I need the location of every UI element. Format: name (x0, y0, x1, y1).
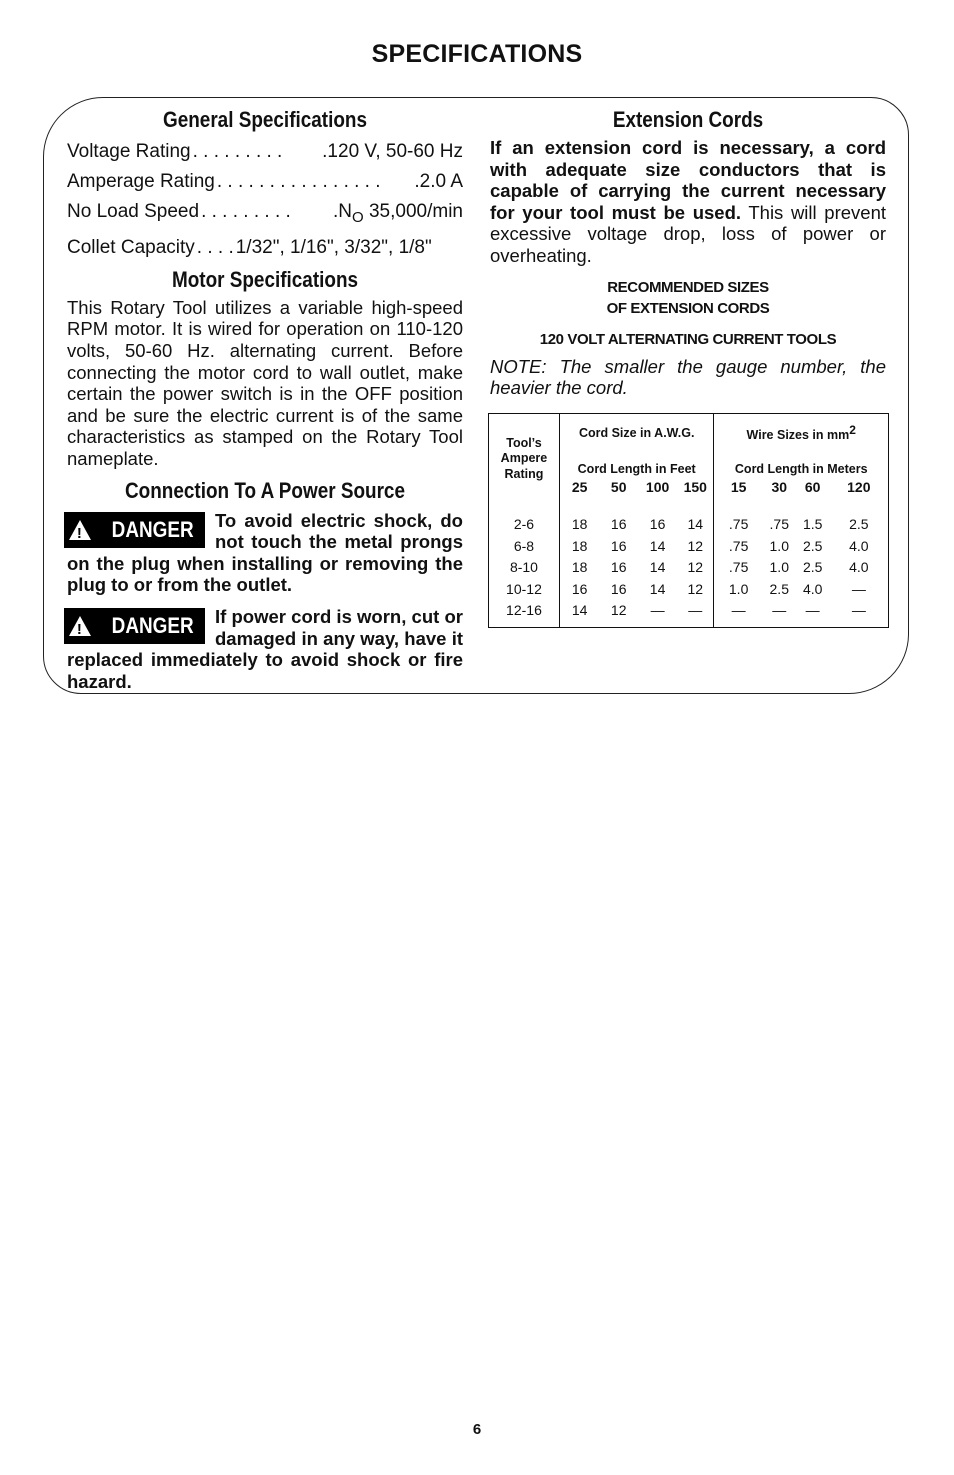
table-row (489, 578, 889, 600)
table-row (489, 535, 889, 557)
awg-cell: — (688, 602, 703, 619)
extension-cord-table (488, 413, 889, 628)
mm-header-text: Wire Sizes in mm (746, 428, 850, 443)
gauge-note: NOTE: The smaller the gauge number, the heavier the cord. (490, 355, 886, 399)
motor-specs-heading: Motor Specifications (171, 266, 359, 292)
spec-value (333, 197, 463, 233)
rating-cell: 6-8 (513, 537, 535, 554)
mm-cell: 1.0 (769, 559, 789, 576)
awg-cell: 16 (610, 559, 627, 576)
mm-length: 120 (847, 478, 871, 495)
mm-cell: .75 (769, 516, 789, 533)
col-header-mm (714, 414, 889, 452)
danger-label: DANGER (111, 613, 194, 639)
mm-cell: 1.5 (802, 516, 823, 533)
rec-line-2: OF EXTENSION CORDS (606, 299, 770, 317)
voltage-subheading: 120 VOLT ALTERNATING CURRENT TOOLS (539, 330, 837, 348)
awg-cell: 16 (610, 516, 627, 533)
mm-length: 60 (804, 478, 821, 495)
spec-dots: . . . . (196, 236, 234, 258)
awg-cell: 12 (687, 580, 704, 597)
awg-cell: 16 (649, 516, 666, 533)
mm-superscript: 2 (849, 423, 856, 438)
awg-length: 50 (610, 478, 627, 495)
mm-cell: 2.5 (802, 537, 823, 554)
col-header-ampere-rating: Tool’s Ampere Rating (500, 435, 548, 481)
mm-length: 15 (714, 476, 763, 498)
mm-cell: 2.5 (769, 580, 789, 597)
rec-line-1: RECOMMENDED SIZES (607, 278, 769, 296)
extension-intro-rest: This will prevent excessive voltage drop, loss of power or overheating. (490, 201, 886, 266)
spec-row-collet (67, 233, 463, 263)
spec-row-voltage (67, 137, 463, 167)
mm-cell: .75 (714, 557, 763, 579)
warning-triangle-icon (69, 520, 91, 540)
extension-cords-heading: Extension Cords (612, 107, 764, 132)
awg-cell: 16 (559, 578, 599, 600)
mm-cell: — (805, 602, 820, 619)
spec-label: No Load Speed (67, 201, 200, 222)
rating-cell: 12-16 (506, 602, 542, 619)
awg-cell: 12 (610, 602, 627, 619)
awg-cell: 12 (687, 559, 704, 576)
danger-label: DANGER (111, 516, 194, 542)
mm-cell: — (714, 600, 763, 622)
awg-length-label: Cord Length in Feet (559, 452, 714, 476)
mm-cell: .75 (714, 514, 763, 536)
awg-cell: 16 (610, 580, 627, 597)
speed-value: 35,000/min (363, 201, 463, 222)
danger-warning-2 (67, 606, 463, 692)
awg-length: 25 (559, 476, 599, 498)
mm-cell: — (851, 602, 866, 619)
mm-cell: 1.0 (769, 537, 789, 554)
extension-intro (490, 137, 886, 267)
mm-cell: 2.5 (802, 559, 823, 576)
mm-cell: — (851, 580, 866, 597)
spec-label: Voltage Rating (67, 141, 191, 162)
danger-badge (64, 608, 205, 644)
table-row (489, 514, 889, 536)
awg-cell: — (650, 602, 665, 619)
mm-cell: — (772, 602, 787, 619)
awg-cell: 14 (649, 559, 666, 576)
awg-cell: 18 (559, 535, 599, 557)
speed-prefix: .N (333, 201, 353, 222)
mm-cell: 4.0 (849, 559, 869, 576)
spec-value: .120 V, 50-60 Hz (322, 141, 463, 162)
rating-cell: 10-12 (506, 580, 542, 597)
awg-cell: 14 (687, 516, 704, 533)
right-column (490, 107, 886, 399)
extension-intro-bold: If an extension cord is necessary, a cord with adequate size conductors that is capable of carrying the current necessary for your tool must be used. (490, 137, 886, 223)
awg-cell: 16 (610, 537, 627, 554)
mm-cell: 2.5 (849, 516, 869, 533)
warning-triangle-icon (69, 616, 91, 636)
spec-value: .2.0 A (414, 171, 463, 192)
spec-row-amperage (67, 167, 463, 197)
danger-warning-1 (67, 510, 463, 596)
recommended-sizes-heading (490, 277, 886, 319)
danger-text-1: To avoid electric shock, do not touch the metal prongs on the plug when installing or removing the plug to or from the outlet. (67, 509, 463, 596)
spec-label: Amperage Rating (67, 171, 215, 192)
mm-cell: .75 (714, 535, 763, 557)
awg-cell: 14 (649, 580, 666, 597)
awg-length: 100 (645, 478, 670, 495)
awg-cell: 18 (559, 514, 599, 536)
mm-cell: 4.0 (802, 580, 823, 597)
mm-cell: 1.0 (714, 578, 763, 600)
awg-cell: 18 (559, 557, 599, 579)
col-header-awg: Cord Size in A.W.G. (559, 414, 714, 452)
rating-cell: 8-10 (509, 559, 538, 576)
awg-cell: 14 (649, 537, 666, 554)
mm-cell: 4.0 (849, 537, 869, 554)
general-specs-list (67, 137, 463, 263)
page-title: SPECIFICATIONS (371, 40, 583, 68)
power-source-heading: Connection To A Power Source (125, 477, 405, 503)
spec-dots: . . . . . . . . . (192, 141, 283, 162)
spec-dots: . . . . . . . . . (201, 201, 291, 222)
spec-value: 1/32", 1/16", 3/32", 1/8" (235, 236, 432, 258)
page-number: 6 (472, 1421, 482, 1438)
speed-subscript: O (352, 208, 364, 226)
mm-length-label: Cord Length in Meters (714, 452, 889, 476)
table-row (489, 600, 889, 622)
danger-text-2: If power cord is worn, cut or damaged in any way, have it replaced immediately to avoid shock or fire hazard. (67, 605, 463, 692)
left-column (67, 107, 463, 692)
awg-length: 150 (683, 478, 707, 495)
danger-badge (64, 512, 205, 548)
mm-length: 30 (771, 478, 788, 495)
awg-cell: 12 (687, 537, 704, 554)
awg-cell: 14 (559, 600, 599, 622)
motor-specs-text: This Rotary Tool utilizes a variable high-speed RPM motor. It is wired for operation on 110-120 volts, 50-60 Hz. alternating current. Before connecting the motor cord to wall outlet, make certain the power switch is in the OFF position and be sure the electric current is of the same characteristics as stamped on the Rotary Tool nameplate. (67, 296, 463, 469)
table-row (489, 557, 889, 579)
general-specs-heading: General Specifications (162, 107, 367, 132)
spec-row-speed (67, 197, 463, 233)
rating-cell: 2-6 (513, 516, 535, 533)
spec-label: Collet Capacity (67, 236, 195, 258)
spec-dots: . . . . . . . . . . . . . . . . (216, 171, 381, 192)
